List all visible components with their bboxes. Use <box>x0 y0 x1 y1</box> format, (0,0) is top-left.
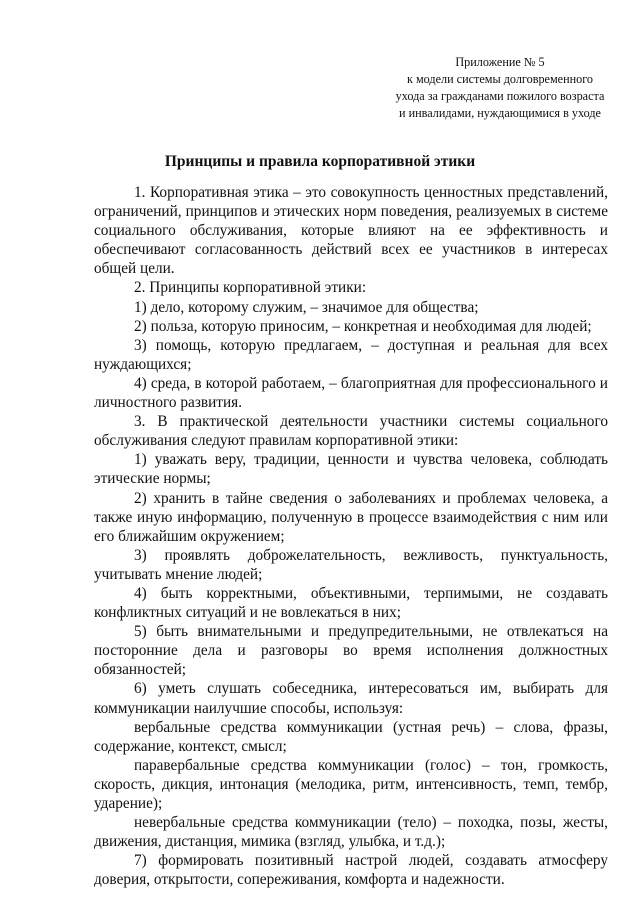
appendix-note <box>380 54 620 122</box>
rule-item: 4) быть корректными, объективными, терпимыми, не создавать конфликтных ситуаций и не вовлекаться в них; <box>94 584 608 622</box>
communication-means-item: паравербальные средства коммуникации (голос) – тон, громкость, скорость, дикция, интонация (мелодика, ритм, интенсивность, темп, тембр, ударение); <box>94 756 608 812</box>
appendix-line: ухода за гражданами пожилого возраста <box>395 89 605 103</box>
document-title: Принципы и правила корпоративной этики <box>164 153 476 170</box>
principle-item: 1) дело, которому служим, – значимое для общества; <box>134 298 479 316</box>
appendix-line: и инвалидами, нуждающимися в уходе <box>399 106 601 120</box>
document-body <box>94 183 608 889</box>
rule-item: 2) хранить в тайне сведения о заболеваниях и проблемах человека, а также иную информацию, полученную в процессе взаимодействия с ним или его ближайшим окружением; <box>94 489 608 545</box>
principle-item: 3) помощь, которую предлагаем, – доступная и реальная для всех нуждающихся; <box>94 336 608 373</box>
communication-means-item: вербальные средства коммуникации (устная речь) – слова, фразы, содержание, контекст, смысл; <box>94 718 608 755</box>
principle-item: 2) польза, которую приносим, – конкретная и необходимая для людей; <box>134 317 592 335</box>
rule-item: 6) уметь слушать собеседника, интересоваться им, выбирать для коммуникации наилучшие способы, используя: <box>94 680 608 717</box>
rule-item: 5) быть внимательными и предупредительными, не отвлекаться на посторонние дела и разговоры во время исполнения должностных обязанностей; <box>94 623 608 679</box>
paragraph-rules-heading: 3. В практической деятельности участники системы социального обслуживания следуют правилам корпоративной этики: <box>94 413 608 450</box>
paragraph-principles-heading: 2. Принципы корпоративной этики: <box>134 279 367 297</box>
appendix-line: к модели системы долговременного <box>406 72 594 86</box>
paragraph-definition: 1. Корпоративная этика – это совокупность ценностных представлений, ограничений, принципов и этических норм поведения, реализуемых в системе социального обслуживания, которые влияют на ее эффективность и обеспечивают согласованность действий всех ее участников в интересах общей цели. <box>94 184 608 278</box>
principle-item: 4) среда, в которой работаем, – благоприятная для профессионального и личностного развития. <box>94 374 608 412</box>
communication-means-item: невербальные средства коммуникации (тело) – походка, позы, жесты, движения, дистанция, мимика (взгляд, улыбка, и т.д.); <box>94 814 608 851</box>
rule-item: 1) уважать веру, традиции, ценности и чувства человека, соблюдать этические нормы; <box>94 451 608 488</box>
appendix-line: Приложение № 5 <box>455 55 545 69</box>
rule-item: 3) проявлять доброжелательность, вежливость, пунктуальность, учитывать мнение людей; <box>94 546 608 583</box>
rule-item: 7) формировать позитивный настрой людей, создавать атмосферу доверия, открытости, сопереживания, комфорта и надежности. <box>94 852 608 889</box>
